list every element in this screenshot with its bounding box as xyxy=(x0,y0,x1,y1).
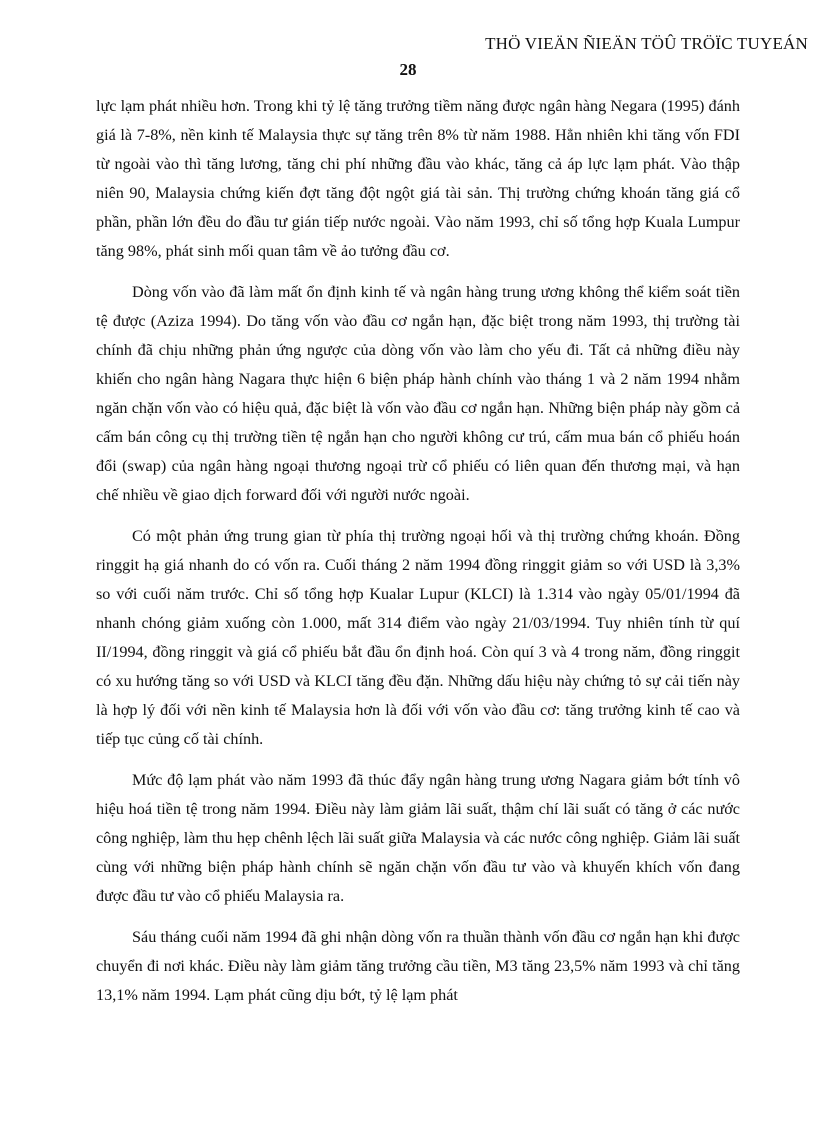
paragraph-1: lực lạm phát nhiều hơn. Trong khi tỷ lệ tăng trưởng tiềm năng được ngân hàng Negara (1995) đánh giá là 7-8%, nền kinh tế Malaysia thực sự tăng trên 8% từ năm 1988. Hẳn nhiên khi tăng vốn FDI từ ngoài vào thì tăng lương, tăng chi phí những đầu vào khác, tăng cả áp lực lạm phát. Vào thập niên 90, Malaysia chứng kiến đợt tăng đột ngột giá tài sản. Thị trường chứng khoán tăng giá cổ phần, phần lớn đều do đầu tư gián tiếp nước ngoài. Vào năm 1993, chỉ số tổng hợp Kuala Lumpur tăng 98%, phát sinh mối quan tâm về ảo tưởng đầu cơ. xyxy=(96,97,740,260)
page-number: 28 xyxy=(399,60,417,79)
paragraph-3: Có một phản ứng trung gian từ phía thị trường ngoại hối và thị trường chứng khoán. Đồng ringgit hạ giá nhanh do có vốn ra. Cuối tháng 2 năm 1994 đồng ringgit giảm so với USD là 3,3% so với cuối năm trước. Chỉ số tổng hợp Kualar Lupur (KLCI) là 1.314 vào ngày 05/01/1994 đã nhanh chóng giảm xuống còn 1.000, mất 314 điểm vào ngày 21/03/1994. Tuy nhiên tính từ quí II/1994, đồng ringgit và giá cổ phiếu bắt đầu ổn định hoá. Còn quí 3 và 4 trong năm, đồng ringgit có xu hướng tăng so với USD và KLCI tăng đều đặn. Những dấu hiệu này chứng tỏ sự cải tiến này là hợp lý đối với nền kinh tế Malaysia hơn là đối với vốn vào đầu cơ: tăng trưởng kinh tế cao và tiếp tục củng cố tài chính. xyxy=(96,527,740,748)
header-site-title: THÖ VIEÄN ÑIEÄN TÖÛ TRÖÏC TUYEÁN xyxy=(485,34,808,53)
paragraph-5: Sáu tháng cuối năm 1994 đã ghi nhận dòng vốn ra thuần thành vốn đầu cơ ngắn hạn khi được chuyển đi nơi khác. Điều này làm giảm tăng trưởng cầu tiền, M3 tăng 23,5% năm 1993 và chỉ tăng 13,1% năm 1994. Lạm phát cũng dịu bớt, tỷ lệ lạm phát xyxy=(96,928,740,1004)
paragraph-4: Mức độ lạm phát vào năm 1993 đã thúc đẩy ngân hàng trung ương Nagara giảm bớt tính vô hiệu hoá tiền tệ trong năm 1994. Điều này làm giảm lãi suất, thậm chí lãi suất có tăng ở các nước công nghiệp, làm thu hẹp chênh lệch lãi suất giữa Malaysia và các nước công nghiệp. Giảm lãi suất cùng với những biện pháp hành chính sẽ ngăn chặn vốn đầu tư vào và khuyến khích vốn đang được đầu tư vào cổ phiếu Malaysia ra. xyxy=(96,771,740,905)
document-body xyxy=(96,92,740,1022)
paragraph-2: Dòng vốn vào đã làm mất ổn định kinh tế và ngân hàng trung ương không thể kiểm soát tiền tệ được (Aziza 1994). Do tăng vốn vào đầu cơ ngắn hạn, đặc biệt trong năm 1993, thị trường tài chính đã chịu những phản ứng ngược của dòng vốn vào làm cho yếu đi. Tất cả những điều này khiến cho ngân hàng Nagara thực hiện 6 biện pháp hành chính vào tháng 1 và 2 năm 1994 nhằm ngăn chặn vốn vào có hiệu quả, đặc biệt là vốn vào đầu cơ ngắn hạn. Những biện pháp này gồm cả cấm bán công cụ thị trường tiền tệ ngắn hạn cho người không cư trú, cấm mua bán cổ phiếu hoán đổi (swap) của ngân hàng ngoại thương ngoại trừ cổ phiếu có liên quan đến thương mại, và hạn chế nhiều về giao dịch forward đối với người nước ngoài. xyxy=(96,283,740,504)
